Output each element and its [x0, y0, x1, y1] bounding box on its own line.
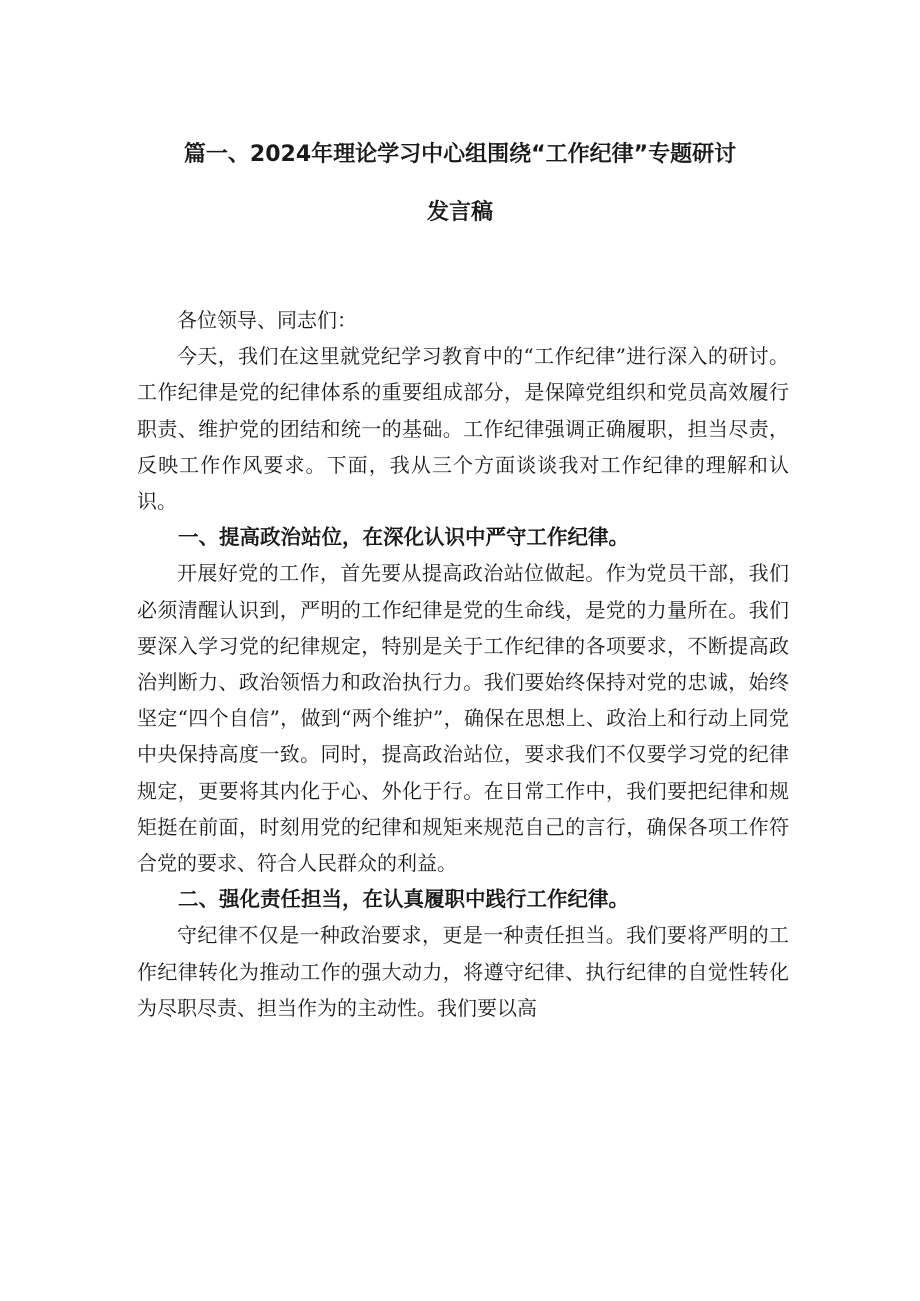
section2-paragraph: 守纪律不仅是一种政治要求，更是一种责任担当。我们要将严明的工作纪律转化为推动工作的强大动力，将遵守纪律、执行纪律的自觉性转化为尽职尽责、担当作为的主动性。我们要以高 [137, 923, 789, 1020]
section2-heading: 二、强化责任担当，在认真履职中践行工作纪律。 [178, 887, 629, 912]
section1-heading: 一、提高政治站位，在深化认识中严守工作纪律。 [178, 525, 629, 550]
intro-paragraph: 今天，我们在这里就党纪学习教育中的“工作纪律”进行深入的研讨。工作纪律是党的纪律体系的重要组成部分，是保障党组织和党员高效履行职责、维护党的团结和统一的基础。工作纪律强调正确履职，担当尽责，反映工作作风要求。下面，我从三个方面谈谈我对工作纪律的理解和认识。 [137, 344, 789, 514]
salutation: 各位领导、同志们： [177, 308, 357, 332]
document-title-line1: 篇一、2024年理论学习中心组围绕“工作纪律”专题研讨 [183, 142, 737, 167]
document-body [137, 302, 789, 1026]
section1-paragraph: 开展好党的工作，首先要从提高政治站位做起。作为党员干部，我们必须清醒认识到，严明的工作纪律是党的生命线，是党的力量所在。我们要深入学习党的纪律规定，特别是关于工作纪律的各项要求，不断提高政治判断力、政治领悟力和政治执行力。我们要始终保持对党的忠诚，始终坚定“四个自信”，做到“两个维护”，确保在思想上、政治上和行动上同党中央保持高度一致。同时，提高政治站位，要求我们不仅要学习党的纪律规定，更要将其内化于心、外化于行。在日常工作中，我们要把纪律和规矩挺在前面，时刻用党的纪律和规矩来规范自己的言行，确保各项工作符合党的要求、符合人民群众的利益。 [137, 561, 789, 876]
document-title-line2: 发言稿 [426, 200, 493, 225]
